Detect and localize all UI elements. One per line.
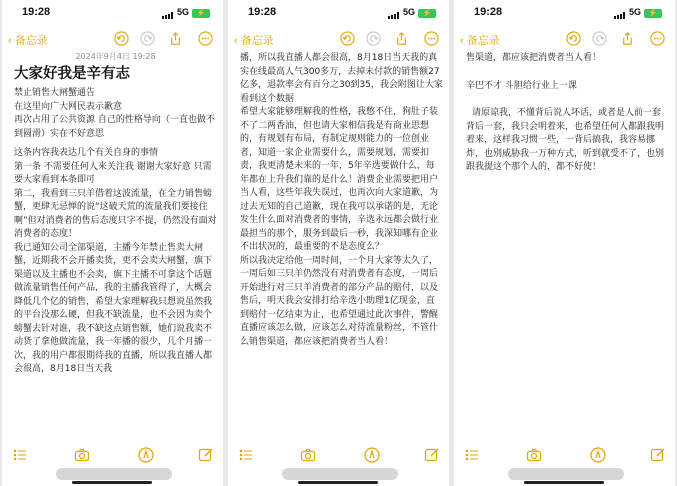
undo-icon[interactable] <box>566 31 581 46</box>
share-icon[interactable] <box>168 31 183 46</box>
compose-icon[interactable] <box>198 447 214 463</box>
nav-bar <box>228 26 449 50</box>
undo-icon[interactable] <box>340 31 355 46</box>
note-body[interactable] <box>466 52 669 440</box>
camera-icon[interactable] <box>300 447 316 463</box>
back-label: 备忘录 <box>240 35 274 47</box>
checklist-icon[interactable] <box>12 447 28 463</box>
battery-icon: ⚡ <box>644 9 662 18</box>
checklist-icon[interactable] <box>238 447 254 463</box>
share-icon[interactable] <box>620 31 635 46</box>
network-label: 5G <box>177 7 190 17</box>
redo-icon[interactable] <box>366 31 381 46</box>
memo-screen-2 <box>228 0 449 486</box>
bottom-toolbar <box>228 444 449 466</box>
status-bar <box>2 0 223 24</box>
bottom-toolbar <box>2 444 223 466</box>
status-bar <box>454 0 675 24</box>
redo-icon[interactable] <box>592 31 607 46</box>
status-time: 19:28 <box>474 6 503 18</box>
signal-icon <box>614 12 625 19</box>
note-paragraph: 播，所以我直播人都会很高，8月18日当天我的真实在线最高人气300多万，去掉未付款的销售额27亿多，退款率会有百分之30到35，我会附图让大家看到这个数据 希望大家能够理解我的性格，我憋不住，狗肚子装不了二两香油，但也请大家相信我是有商业思想的，有规划有布局，有制定规则能力的一位创业者，知道一家企业需要什么，需要规划，需要扣责，我更清楚未来的一年，5年辛选要做什么，每年都在上升我们靠的是什么！消费企业需要把用户当人看，这些年我失误过，也再次向大家道歉，为过去无知的自己道歉，现在我可以承诺的是，无论发生什么面对消费者的事情，辛选永远都会做行业最担当的那个，服务到最后一秒，我深知哪有企业不出状况的，最重要的不是态度么？ 所以我决定给他一周时间，一个月大家等太久了，一周后如三只羊仍然没有对消费者有态度，一周后开始进行对三只羊消费者的部分产品的赔付，以及售后，明天我会安排打给辛选小助理1亿现金，直到赔付一亿结束为止，也希望通过此次事件，警醒直播应该怎么做，应该怎么对待流量粉丝，不管什么销售渠道，都应该把消费者当人看！ <box>240 53 443 347</box>
camera-icon[interactable] <box>74 447 90 463</box>
markup-icon[interactable] <box>138 447 154 463</box>
home-indicator[interactable] <box>524 481 604 484</box>
note-paragraph: 这条内容我表达几个有关自身的事情 第一条 不需要任何人来关注我 谢谢大家好意 只需要大家看到本条即可 第二，我看到三只羊借着这波流量，在全力销售螃蟹，更肆无忌惮的说“这破天荒的流量我们要接住啊”但对消费者的售后态度只字不提，仍然没有面对消费者的态度！ 我已通知公司全部渠道，主播今年禁止售卖大闸蟹，近期我不会开播卖货，更不会卖大闸蟹，旗下渠道以及主播也不会卖，旗下主播不可拿这个话题做流量销售任何产品，我的主播我管得了，大概会降低几个亿的销售，希望大家理解我只想说虽然我的平台没那么硬，但我不缺流量，也不会因为卖个螃蟹去针对谁，我不缺这点销售额，她们说我卖不动货了拿他做流量，我一年播的很少，几个月播一次，我的用户都很期待我的直播，所以我直播人都会很高，8月18日当天我 <box>14 148 217 374</box>
back-button[interactable]: ‹ 备忘录 <box>460 35 500 47</box>
note-paragraph: 请原谅我，不懂背后说人坏话，或者是人前一套背后一套，我只会明着来，也希望任何人都跟我明着来，这样我习惯一些，一背后搞我，我容易挪炸，也别威胁我一万种方式，听到就受不了，也别跟我提这个那个人的，都不好使！ <box>466 108 665 172</box>
markup-icon[interactable] <box>590 447 606 463</box>
nav-bar <box>454 26 675 50</box>
back-button[interactable]: ‹ 备忘录 <box>234 35 274 47</box>
signal-icon <box>162 12 173 19</box>
battery-icon: ⚡ <box>192 9 210 18</box>
note-paragraph: 禁止销售大闸蟹通告 在这里向广大网民表示歉意 再次占用了公共资源 自己的性格导向（一直也做不到圆滑）实在不好意思 <box>14 88 215 139</box>
status-time: 19:28 <box>248 6 277 18</box>
more-icon[interactable] <box>424 31 439 46</box>
back-label: 备忘录 <box>466 35 500 47</box>
compose-icon[interactable] <box>650 447 666 463</box>
signal-icon <box>388 12 399 19</box>
note-title: 大家好我是辛有志 <box>14 66 130 82</box>
status-bar <box>228 0 449 24</box>
note-paragraph: 辛巴不才 斗胆给行业上一课 <box>466 80 577 91</box>
bottom-toolbar <box>454 444 675 466</box>
camera-icon[interactable] <box>526 447 542 463</box>
undo-icon[interactable] <box>114 31 129 46</box>
note-date: 2024年9月4日 19:28 <box>75 52 156 61</box>
network-label: 5G <box>629 7 642 17</box>
home-indicator[interactable] <box>72 481 152 484</box>
more-icon[interactable] <box>650 31 665 46</box>
bottom-caption <box>508 468 624 480</box>
network-label: 5G <box>403 7 416 17</box>
back-button[interactable]: ‹ 备忘录 <box>8 35 48 47</box>
back-label: 备忘录 <box>14 35 48 47</box>
markup-icon[interactable] <box>364 447 380 463</box>
checklist-icon[interactable] <box>464 447 480 463</box>
memo-screen-3 <box>454 0 675 486</box>
bottom-caption <box>282 468 398 480</box>
home-indicator[interactable] <box>298 481 378 484</box>
share-icon[interactable] <box>394 31 409 46</box>
battery-icon: ⚡ <box>418 9 436 18</box>
more-icon[interactable] <box>198 31 213 46</box>
redo-icon[interactable] <box>140 31 155 46</box>
note-body[interactable] <box>240 52 443 440</box>
note-body[interactable] <box>14 52 217 440</box>
note-paragraph: 售渠道，都应该把消费者当人看！ <box>466 53 602 63</box>
status-time: 19:28 <box>22 6 51 18</box>
nav-bar <box>2 26 223 50</box>
memo-screen-1 <box>2 0 223 486</box>
bottom-caption <box>56 468 172 480</box>
compose-icon[interactable] <box>424 447 440 463</box>
